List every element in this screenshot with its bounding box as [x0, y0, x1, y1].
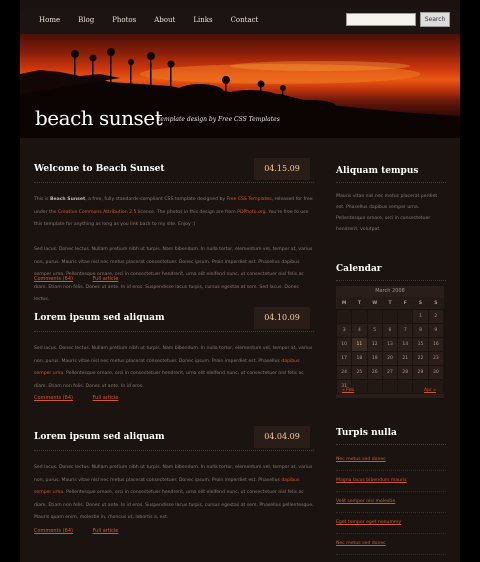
- nav-contact[interactable]: Contact: [230, 16, 259, 24]
- calendar-prev-link[interactable]: « Feb: [342, 388, 355, 393]
- calendar-empty-cell: [337, 310, 352, 324]
- calendar-grid: [336, 297, 444, 394]
- divider: [336, 182, 446, 183]
- calendar-day-header: S: [413, 297, 428, 310]
- sidebar-link[interactable]: Magna lacus bibendum mauris: [336, 471, 446, 492]
- sidebar-title: Aliquam tempus: [336, 166, 419, 176]
- nav-photos[interactable]: Photos: [112, 16, 137, 24]
- calendar-day: 17: [337, 352, 352, 366]
- comments-link[interactable]: Comments (64): [34, 528, 73, 534]
- header-banner: [20, 34, 460, 138]
- sidebar-calendar-heading: [336, 264, 446, 281]
- calendar-empty-cell: [382, 380, 397, 394]
- calendar-next-link[interactable]: Apr »: [424, 388, 436, 393]
- post-title: Lorem ipsum sed aliquam: [34, 432, 165, 442]
- calendar-day: 6: [382, 324, 397, 338]
- bold-text: Beach Sunset: [49, 197, 86, 202]
- text-run: This is: [34, 197, 50, 202]
- comments-link[interactable]: Comments (64): [34, 276, 73, 282]
- calendar-day: 19: [367, 352, 382, 366]
- inline-link[interactable]: Free CSS Templates: [226, 197, 272, 202]
- post-links: [34, 276, 136, 282]
- top-nav-bar: [20, 8, 460, 34]
- calendar-empty-cell: [398, 310, 413, 324]
- divider: [34, 331, 314, 332]
- text-run: . Pellentesque ornare, orci in consectetuer hendrerit, urna elit eleifend nunc, ut consectetuer nisl felis ac diam. Etiam non felis. Donec ut ante. In id eros.: [34, 371, 304, 389]
- inline-link[interactable]: dapibus semper urna: [34, 477, 300, 495]
- site-tagline: template design by Free CSS Templates: [158, 116, 280, 123]
- calendar-day: 24: [337, 366, 352, 380]
- post-date: 04.04.09: [254, 426, 310, 448]
- calendar-empty-cell: [398, 380, 413, 394]
- calendar-day-header: T: [382, 297, 397, 310]
- calendar-day: 4: [352, 324, 367, 338]
- sidebar-about: [336, 166, 446, 235]
- post-body: [34, 343, 314, 393]
- main-nav: [30, 16, 267, 24]
- text-run: , released for free under the: [34, 197, 313, 215]
- calendar-day: 20: [382, 352, 397, 366]
- calendar-day: 31: [337, 380, 352, 394]
- calendar-day: 21: [398, 352, 413, 366]
- calendar-day: 5: [367, 324, 382, 338]
- calendar-day: 23: [428, 352, 443, 366]
- post-links: [34, 395, 136, 401]
- comments-link[interactable]: Comments (64): [34, 395, 73, 401]
- calendar-day: 12: [367, 338, 382, 352]
- text-run: . You're free to use this template for anything as long as you link back to my site. Enjoy :): [34, 209, 309, 227]
- text-run: Sed lacus. Donec lectus. Nullam pretium nibh ut turpis. Nam bibendum. In nulla tortor, elementum vel, tempor at, varius non, purus. Mauris vitae nisl nec metus placerat consectetuer. Donec ipsum. Proin imperdiet est. Phasellus: [34, 465, 313, 483]
- calendar-day-header: T: [352, 297, 367, 310]
- nav-blog[interactable]: Blog: [78, 16, 95, 24]
- calendar-empty-cell: [367, 310, 382, 324]
- calendar-day-header: W: [367, 297, 382, 310]
- calendar-day: 14: [398, 338, 413, 352]
- calendar-day: 15: [413, 338, 428, 352]
- page: [20, 0, 460, 562]
- calendar-day: 9: [428, 324, 443, 338]
- full-article-link[interactable]: Full article: [92, 528, 119, 534]
- post-body: [34, 194, 314, 307]
- divider: [34, 450, 314, 451]
- inline-link[interactable]: PDPhoto.org: [237, 209, 266, 215]
- post-title: Lorem ipsum sed aliquam: [34, 313, 165, 323]
- post-date: 04.15.09: [254, 158, 310, 180]
- post-body: [34, 462, 314, 525]
- search-input[interactable]: [346, 13, 416, 26]
- calendar-caption: March 2008: [375, 288, 405, 294]
- sidebar-link[interactable]: Eget tempor eget nonummy: [336, 513, 446, 534]
- site-title: beach sunset: [35, 106, 163, 130]
- divider: [336, 280, 446, 281]
- full-article-link[interactable]: Full article: [92, 276, 119, 282]
- calendar-empty-cell: [382, 310, 397, 324]
- calendar: [336, 286, 444, 398]
- calendar-day: 3: [337, 324, 352, 338]
- text-run: Sed lacus. Donec lectus. Nullam pretium nibh ut turpis. Nam bibendum. In nulla tortor, elementum vel, tempor at, varius non, purus. Mauris vitae nisl nec metus placerat consectetuer. Donec ipsum. Proin imperdiet est. Phasellus: [34, 346, 313, 364]
- sidebar-link-list: [336, 450, 446, 555]
- nav-about[interactable]: About: [154, 16, 176, 24]
- calendar-empty-cell: [367, 380, 382, 394]
- calendar-day: 25: [352, 366, 367, 380]
- search-button[interactable]: Search: [420, 12, 450, 27]
- nav-home[interactable]: Home: [39, 16, 61, 24]
- calendar-day-header: S: [428, 297, 443, 310]
- calendar-empty-cell: [352, 310, 367, 324]
- calendar-day: 29: [413, 366, 428, 380]
- sidebar-links-title: Turpis nulla: [336, 428, 397, 438]
- calendar-day: 22: [413, 352, 428, 366]
- main-content: [20, 138, 460, 562]
- post-date: 04.10.09: [254, 307, 310, 329]
- calendar-day: 10: [337, 338, 352, 352]
- text-run: . Pellentesque ornare, orci in consectetuer hendrerit, urna elit eleifend nunc, ut consectetuer nisl felis ac diam. Etiam non felis. Donec ut ante. In id eros. Suspendisse lacus turpis, cursus egestas at sem. Phasellus pellentesque. Mauris quam enim, molestie in, rhoncus ut, lobortis a, est.: [34, 490, 314, 520]
- divider: [336, 444, 446, 445]
- calendar-day: 7: [398, 324, 413, 338]
- inline-link[interactable]: dapibus semper urna: [34, 358, 300, 376]
- calendar-day: 2: [428, 310, 443, 324]
- sidebar-link[interactable]: Nec metus sed donec: [336, 450, 446, 471]
- calendar-day: 27: [382, 366, 397, 380]
- text-run: Sed lacus. Donec lectus. Nullam pretium nibh ut turpis. Nam bibendum. In nulla tortor, elementum vel, tempor at, varius non, purus. Mauris vitae nisl nec metus placerat consectetuer. Donec ipsum. Proin imperdiet est. Phasellus dapibus semper urna. Pellentesque ornare, orci in consectetuer hendrerit, urna elit eleifend nunc, ut consectetuer nisl felis ac diam. Etiam non felis. Donec ut ante. In id eros. Suspendisse lacus turpis, cursus egestas at sem. Sed lacus. Donec lectus.: [34, 247, 313, 302]
- sidebar-link[interactable]: Nec metus sed donec: [336, 534, 446, 555]
- calendar-day-header: M: [337, 297, 352, 310]
- text-run: license. The photos in this design are from: [136, 209, 238, 215]
- nav-links[interactable]: Links: [193, 16, 213, 24]
- calendar-day: 11: [352, 338, 367, 352]
- calendar-day-header: F: [398, 297, 413, 310]
- calendar-day: 30: [428, 366, 443, 380]
- calendar-day: 8: [413, 324, 428, 338]
- calendar-day: 18: [352, 352, 367, 366]
- calendar-day: 1: [413, 310, 428, 324]
- post-title: Welcome to Beach Sunset: [34, 164, 165, 174]
- sidebar-text: Mauris vitae nisl nec metus placerat perdiet est. Phasellus dapibus semper urna. Pellentesque ornare, orci in consectetuer hendrerit, volutpat.: [336, 194, 438, 232]
- text-run: , a free, fully standards-compliant CSS template designed by: [85, 197, 227, 202]
- full-article-link[interactable]: Full article: [92, 395, 119, 401]
- inline-link[interactable]: Creative Commons Attribution 2.5: [57, 209, 137, 215]
- post-links: [34, 528, 136, 534]
- sidebar-links-heading: [336, 428, 446, 445]
- calendar-day: 28: [398, 366, 413, 380]
- calendar-day: 26: [367, 366, 382, 380]
- calendar-title: Calendar: [336, 264, 382, 274]
- calendar-day: 16: [428, 338, 443, 352]
- sidebar-link[interactable]: Velit semper nisi molestie: [336, 492, 446, 513]
- calendar-day: 13: [382, 338, 397, 352]
- divider: [34, 182, 314, 183]
